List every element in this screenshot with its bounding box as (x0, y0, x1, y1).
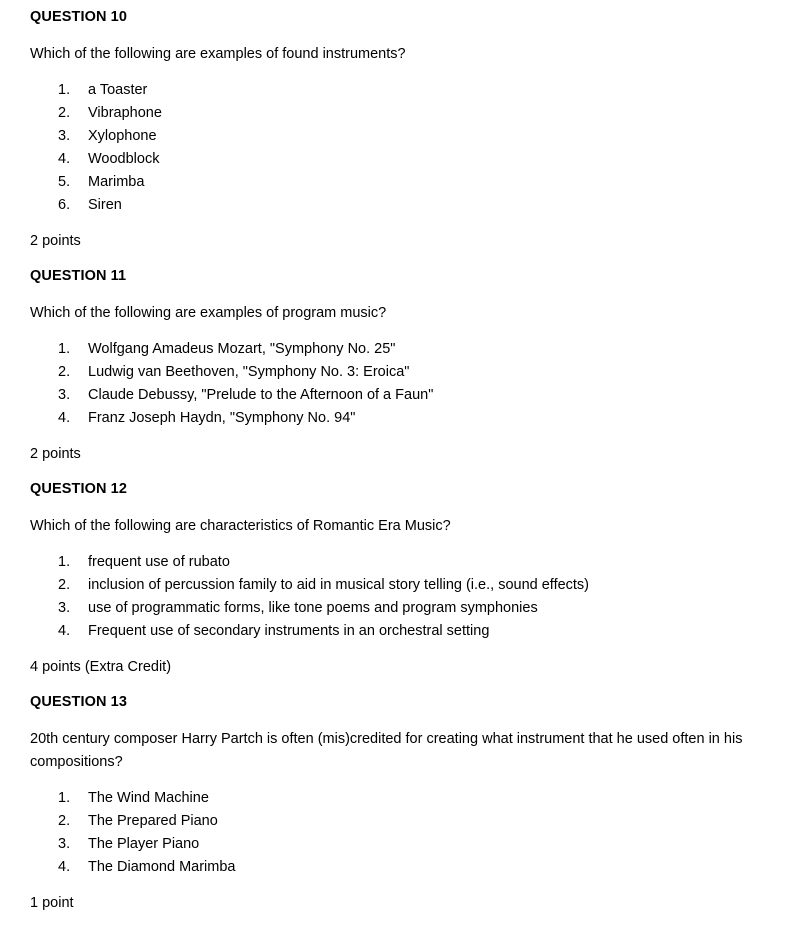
option-number: 5. (58, 174, 71, 190)
option-item (58, 79, 765, 102)
option-item (58, 125, 765, 148)
option-number: 1. (58, 341, 71, 357)
option-item (58, 361, 765, 384)
question-prompt: Which of the following are examples of program music? (30, 305, 387, 321)
options-list (30, 338, 765, 430)
points-label: 2 points (30, 446, 81, 462)
option-number: 4. (58, 410, 71, 426)
option-item (58, 574, 765, 597)
option-number: 3. (58, 600, 71, 616)
option-number: 4. (58, 859, 71, 875)
question-block-13 (30, 692, 765, 915)
option-item (58, 551, 765, 574)
option-number: 2. (58, 105, 71, 121)
points-label: 1 point (30, 895, 74, 911)
option-item (58, 102, 765, 125)
option-label: Franz Joseph Haydn, "Symphony No. 94" (88, 410, 356, 426)
option-label: a Toaster (88, 82, 148, 98)
option-label: Wolfgang Amadeus Mozart, "Symphony No. 25" (88, 341, 396, 357)
option-label: frequent use of rubato (88, 554, 230, 570)
option-label: Xylophone (88, 128, 157, 144)
option-label: Marimba (88, 174, 145, 190)
question-heading: QUESTION 11 (30, 268, 127, 284)
option-item (58, 620, 765, 643)
option-label: The Wind Machine (88, 790, 209, 806)
option-label: inclusion of percussion family to aid in musical story telling (i.e., sound effects) (88, 577, 590, 593)
option-label: Frequent use of secondary instruments in an orchestral setting (88, 623, 490, 639)
option-item (58, 407, 765, 430)
option-number: 3. (58, 836, 71, 852)
option-number: 2. (58, 364, 71, 380)
option-number: 1. (58, 82, 71, 98)
option-label: Woodblock (88, 151, 160, 167)
option-label: The Player Piano (88, 836, 200, 852)
question-heading: QUESTION 12 (30, 481, 127, 497)
option-label: Vibraphone (88, 105, 162, 121)
option-number: 4. (58, 151, 71, 167)
option-item (58, 148, 765, 171)
option-item (58, 787, 765, 810)
option-label: Claude Debussy, "Prelude to the Afternoon of a Faun" (88, 387, 434, 403)
option-label: The Diamond Marimba (88, 859, 236, 875)
option-item (58, 833, 765, 856)
question-heading: QUESTION 13 (30, 694, 127, 710)
question-block-10 (30, 7, 765, 253)
options-list (30, 787, 765, 879)
option-label: use of programmatic forms, like tone poems and program symphonies (88, 600, 538, 616)
option-number: 1. (58, 554, 71, 570)
question-prompt: 20th century composer Harry Partch is often (mis)credited for creating what instrument that he used often in his compositions? (30, 731, 743, 770)
option-item (58, 856, 765, 879)
options-list (30, 551, 765, 643)
question-block-12 (30, 479, 765, 679)
option-item (58, 171, 765, 194)
option-item (58, 384, 765, 407)
option-label: The Prepared Piano (88, 813, 218, 829)
option-item (58, 338, 765, 361)
option-number: 4. (58, 623, 71, 639)
option-number: 6. (58, 197, 71, 213)
option-label: Siren (88, 197, 122, 213)
option-item (58, 194, 765, 217)
points-label: 2 points (30, 233, 81, 249)
option-number: 1. (58, 790, 71, 806)
option-item (58, 810, 765, 833)
question-prompt: Which of the following are characteristics of Romantic Era Music? (30, 518, 451, 534)
options-list (30, 79, 765, 217)
points-label: 4 points (Extra Credit) (30, 659, 172, 675)
option-number: 3. (58, 387, 71, 403)
option-number: 2. (58, 813, 71, 829)
question-prompt: Which of the following are examples of found instruments? (30, 46, 406, 62)
question-heading: QUESTION 10 (30, 9, 127, 25)
option-label: Ludwig van Beethoven, "Symphony No. 3: Eroica" (88, 364, 410, 380)
question-block-11 (30, 266, 765, 466)
option-item (58, 597, 765, 620)
option-number: 3. (58, 128, 71, 144)
option-number: 2. (58, 577, 71, 593)
